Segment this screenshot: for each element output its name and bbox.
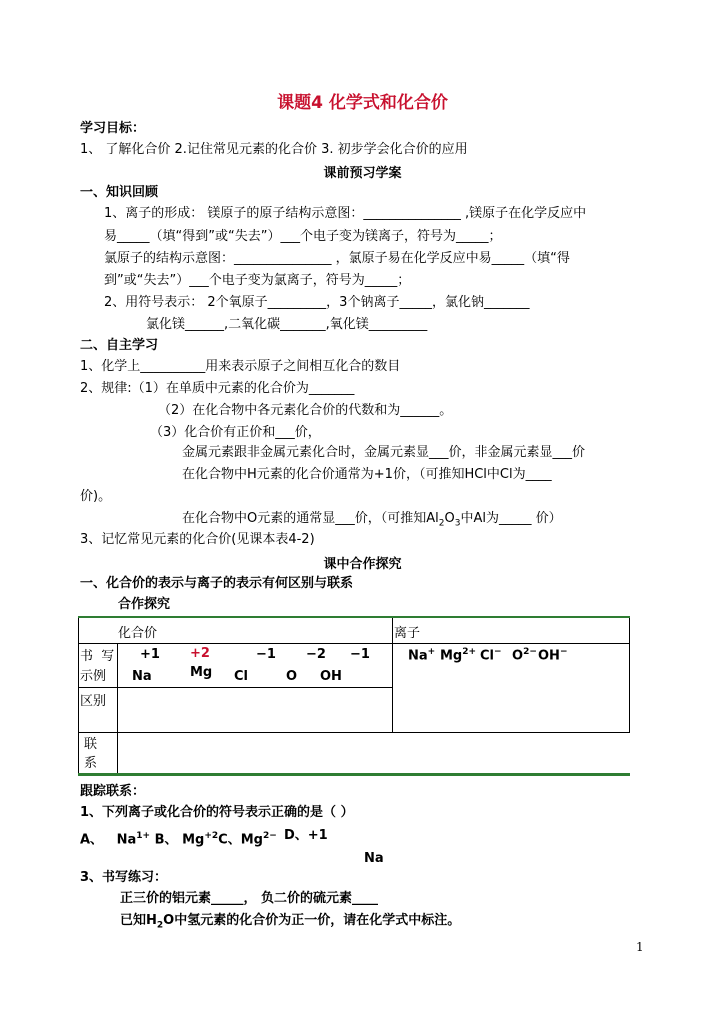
table-rule [78,618,79,773]
section1-line: 氯化镁______,二氧化碳_______,氧化镁_________ [146,317,428,332]
question-3: 3、书写练习： [80,870,168,885]
class-heading: 课中合作探究 [323,557,402,572]
question-1: 1、下列离子或化合价的符号表示正确的是（ ） [80,805,354,820]
section1-heading: 一、知识回顾 [80,185,159,200]
header-valence: 化合价 [118,626,158,641]
section2-line: 价)。 [80,489,112,504]
ion-symbol: $O^{2-}$ [512,647,537,664]
row-label-difference: 区别 [80,694,107,709]
valence-mark: +1 [140,647,160,662]
section2-line: 3、记忆常见元素的化合价(见课本表4-2) [80,532,315,547]
table-rule [629,618,630,732]
ion-symbol: OH− [538,647,568,664]
table-top-rule [78,616,630,618]
option-d: D、+1 [284,828,328,843]
goals-text: 1、 了解化合价 2.记住常见元素的化合价 3. 初步学会化合价的应用 [80,142,468,157]
table-rule [78,687,392,688]
valence-mark: +2 [190,646,210,661]
table-rule [392,618,393,732]
table-rule [117,643,118,773]
element-symbol: Cl [234,669,248,684]
followup-heading: 跟踪联系： [80,784,146,799]
section1-line: 易_____（填“得到”或“失去”）___个电子变为镁离子，符号为_____； [104,229,502,244]
valence-mark: −2 [306,647,326,662]
element-symbol: OH [320,669,342,684]
section2-line: 2、规律:（1）在单质中元素的化合价为_______ [80,381,355,396]
question-1-options: A、 $Na^{1+}$ B、 $Mg^{+2}C$、$Mg^{2-}$ [80,831,277,848]
question-3-line: 正三价的铝元素_____， 负二价的硫元素____ [120,891,379,906]
ion-symbol: $Mg^{2+}$ [440,647,477,664]
goals-heading: 学习目标： [80,121,146,136]
section3-subheading: 合作探究 [118,597,171,612]
question-3-line: 已知$H_2O$中氢元素的化合价为正一价，请在化学式中标注。 [120,913,461,931]
row-label-connection: 联 系 [84,737,98,771]
table-rule [78,643,630,644]
section1-line: 到”或“失去”）___个电子变为氯离子，符号为_____； [104,273,411,288]
oxygen-line: 在化合物中O元素的通常显___价，（可推知$Al_2O_3$中Al为_____ 价） [182,511,562,529]
section3-heading: 一、化合价的表示与离子的表示有何区别与联系 [80,576,354,591]
element-symbol: O [286,669,298,684]
section1-line: 2、用符号表示： 2个氧原子_________，3个钠离子_____，氯化钠_______ [104,295,530,310]
table-bottom-rule [78,773,630,776]
option-d-element: Na [364,851,384,866]
valence-mark: −1 [256,647,276,662]
section2-line: 金属元素跟非金属元素化合时，金属元素显___价，非金属元素显___价 [182,445,586,460]
ion-symbol: Na+ [408,647,436,664]
section2-line: 1、化学上__________用来表示原子之间相互化合的数目 [80,359,401,374]
section2-line: （3）化合价有正价和___价， [150,425,321,440]
ion-symbol: Cl− [480,647,502,664]
section1-line: 1、离子的形成： 镁原子的原子结构示意图：_______________ ,镁原子在化学反应中 [104,206,587,221]
comparison-table [78,616,630,775]
page-number: 1 [636,940,644,954]
preview-heading: 课前预习学案 [323,166,402,181]
section2-heading: 二、自主学习 [80,338,159,353]
page-title: 课题4 化学式和化合价 [277,93,448,113]
valence-mark: −1 [350,647,370,662]
table-rule [78,732,630,733]
element-symbol: Mg [190,665,213,680]
header-ion: 离子 [394,626,421,641]
section1-line: 氯原子的结构示意图：_______________ ，氯原子易在化学反应中易_____（填“得 [104,251,570,266]
row-label-writing: 书 写 示例 [80,649,115,684]
element-symbol: Na [132,669,152,684]
section2-line: 在化合物中H元素的化合价通常为+1价，（可推知HCl中Cl为____ [182,467,552,482]
section2-line: （2）在化合物中各元素化合价的代数和为______。 [158,403,453,418]
